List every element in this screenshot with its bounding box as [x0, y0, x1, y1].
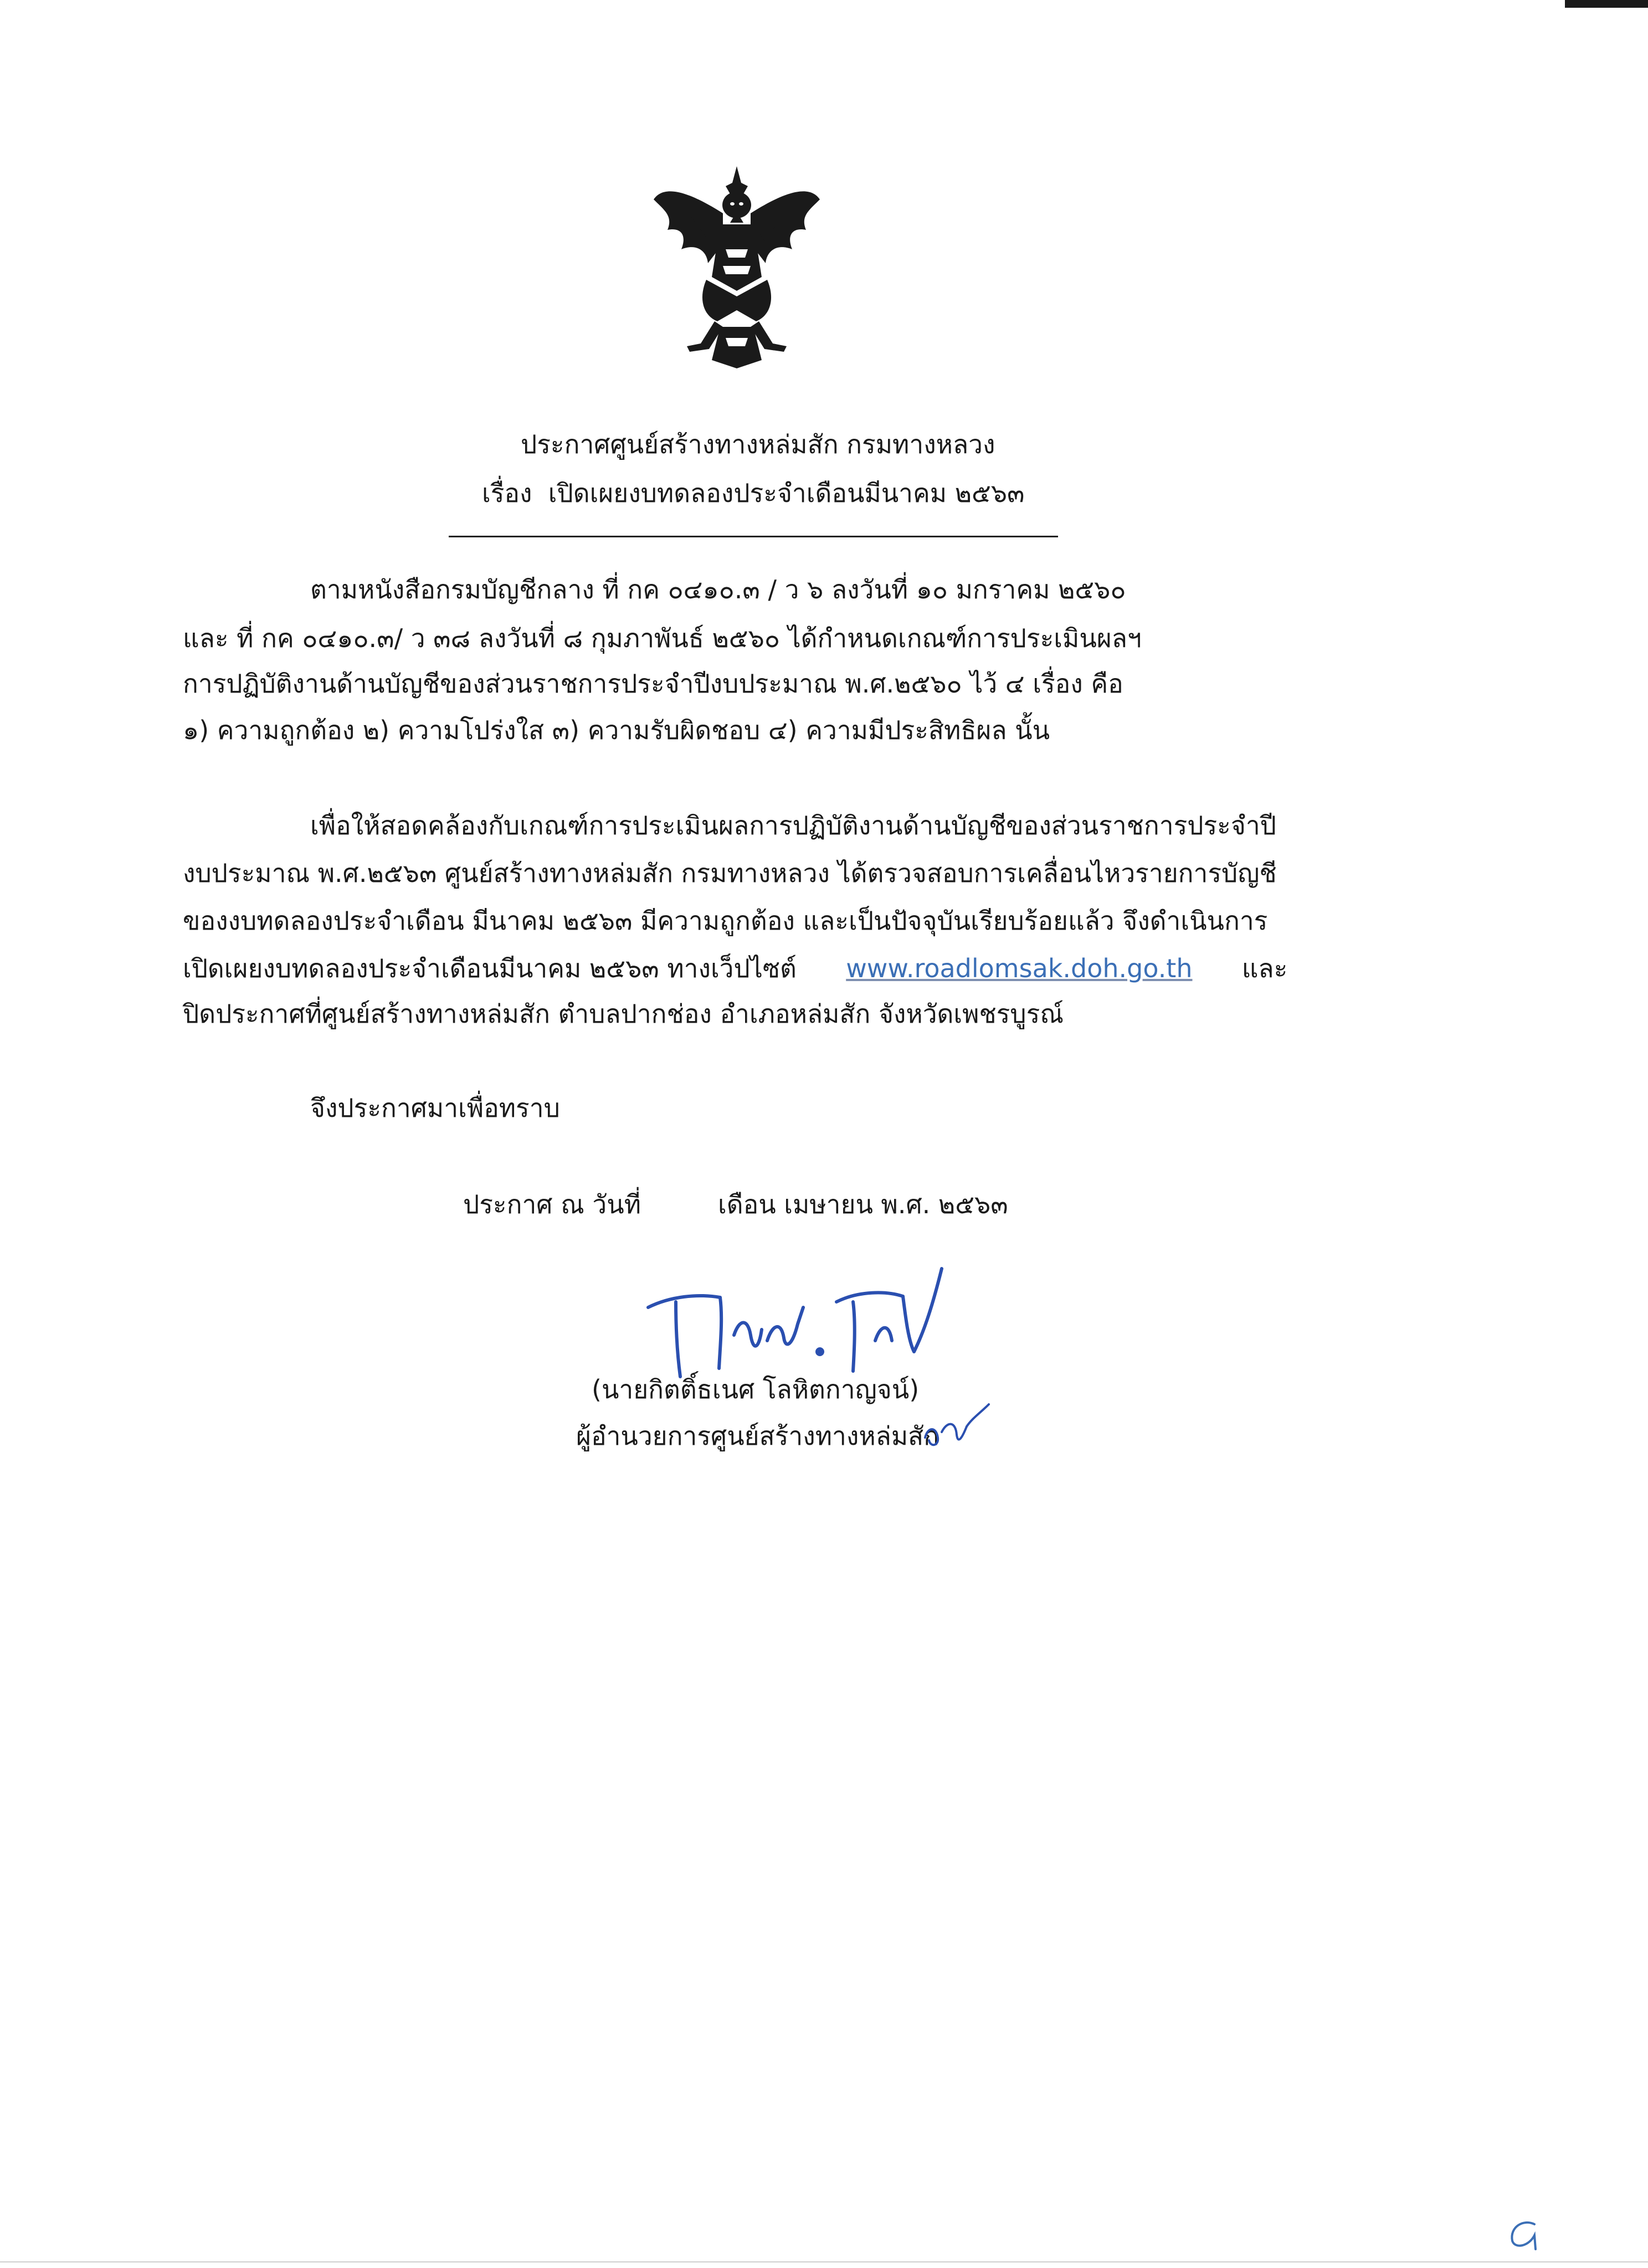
paragraph-2-line-4 — [183, 952, 1287, 985]
signatory-position: ผู้อำนวยการศูนย์สร้างทางหล่มสัก — [576, 1421, 939, 1451]
announcement-subject — [482, 476, 1025, 510]
paragraph-2-line-2: งบประมาณ พ.ศ.๒๕๖๓ ศูนย์สร้างทางหล่มสัก กรมทางหลวง ได้ตรวจสอบการเคลื่อนไหวรายการบัญชี — [183, 858, 1277, 888]
scan-edge-mark — [1565, 0, 1648, 8]
handwritten-signature-icon — [637, 1258, 969, 1385]
paragraph-1-line-4: ๑) ความถูกต้อง ๒) ความโปร่งใส ๓) ความรับผิดชอบ ๔) ความมีประสิทธิผล นั้น — [183, 715, 1050, 745]
paragraph-2-line-1: เพื่อให้สอดคล้องกับเกณฑ์การประเมินผลการปฏิบัติงานด้านบัญชีของส่วนราชการประจำปี — [310, 810, 1276, 840]
scan-bottom-edge — [0, 2261, 1648, 2262]
page-number-mark-icon — [1496, 2210, 1562, 2255]
handwritten-initials-icon — [917, 1393, 994, 1454]
dateline-month: เดือน เมษายน พ.ศ. ๒๕๖๓ — [718, 1189, 1008, 1219]
paragraph-2-line-5: ปิดประกาศที่ศูนย์สร้างทางหล่มสัก ตำบลปากช่อง อำเภอหล่มสัก จังหวัดเพชรบูรณ์ — [183, 999, 1064, 1029]
closing-statement: จึงประกาศมาเพื่อทราบ — [310, 1093, 560, 1123]
paragraph-1-line-2: และ ที่ กค ๐๔๑๐.๓/ ว ๓๘ ลงวันที่ ๘ กุมภาพันธ์ ๒๕๖๐ ได้กำหนดเกณฑ์การประเมินผลฯ — [183, 623, 1142, 653]
paragraph-1-line-1: ตามหนังสือกรมบัญชีกลาง ที่ กค ๐๔๑๐.๓ / ว ๖ ลงวันที่ ๑๐ มกราคม ๒๕๖๐ — [310, 574, 1126, 604]
dateline-announced: ประกาศ ณ วันที่ — [463, 1189, 641, 1219]
website-suffix: และ — [1241, 953, 1288, 983]
title-divider — [449, 536, 1058, 537]
signatory-name: (นายกิตติ์ธเนศ โลหิตกาญจน์) — [592, 1374, 920, 1404]
paragraph-2-line-3: ของงบทดลองประจำเดือน มีนาคม ๒๕๖๓ มีความถูกต้อง และเป็นปัจจุบันเรียบร้อยแล้ว จึงดำเนินการ — [183, 906, 1268, 936]
announcement-title: ประกาศศูนย์สร้างทางหล่มสัก กรมทางหลวง — [521, 429, 995, 459]
website-link[interactable]: www.roadlomsak.doh.go.th — [846, 953, 1193, 983]
paragraph-1-line-3: การปฏิบัติงานด้านบัญชีของส่วนราชการประจำปีงบประมาณ พ.ศ.๒๕๖๐ ไว้ ๔ เรื่อง คือ — [183, 669, 1123, 699]
garuda-emblem-icon — [643, 161, 831, 371]
subject-text: เปิดเผยงบทดลองประจำเดือนมีนาคม ๒๕๖๓ — [548, 478, 1025, 508]
website-prefix: เปิดเผยงบทดลองประจำเดือนมีนาคม ๒๕๖๓ ทางเว็ปไซต์ — [183, 953, 797, 983]
subject-label: เรื่อง — [482, 478, 532, 508]
